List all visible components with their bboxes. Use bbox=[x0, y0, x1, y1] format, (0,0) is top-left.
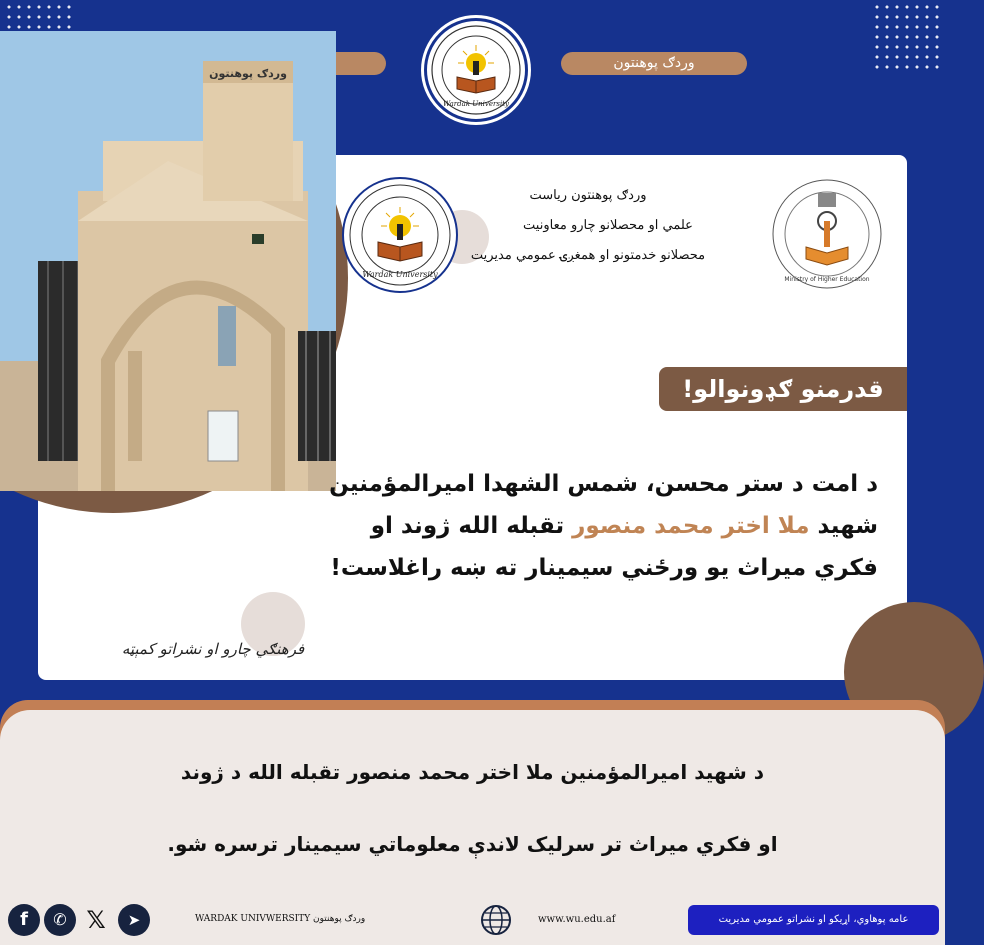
announcement-card bbox=[38, 67, 907, 680]
building-sign: وردګ پوهنتون bbox=[209, 67, 287, 80]
whatsapp-icon[interactable]: ✆ bbox=[44, 904, 76, 936]
x-icon[interactable]: 𝕏 bbox=[86, 906, 106, 934]
dot-pattern-top-right bbox=[872, 2, 942, 72]
institution-line-2: علمي او محصلانو چارو معاونیت bbox=[523, 218, 693, 233]
main-line2-post: تقبله الله ژوند او bbox=[370, 513, 573, 539]
ministry-seal-icon bbox=[768, 175, 886, 293]
ministry-logo bbox=[768, 175, 886, 293]
main-line2-pre: شهید bbox=[809, 513, 878, 539]
telegram-icon[interactable]: ➤ bbox=[118, 904, 150, 936]
welcome-banner: قدرمنو ګډونوالو! bbox=[659, 367, 907, 411]
summary-line-2: او فکري میراث تر سرلیک لاندې معلوماتي سیمینار ترسره شو. bbox=[167, 832, 778, 856]
highlight-name: ملا اختر محمد منصور bbox=[572, 513, 810, 539]
main-message-line-1: د امت د ستر محسن، شمس الشهدا امیرالمؤمنین bbox=[329, 471, 878, 497]
summary-line-1: د شهید امیرالمؤمنین ملا اختر محمد منصور تقبله الله د ژوند bbox=[180, 760, 765, 784]
facebook-icon[interactable]: f bbox=[8, 904, 40, 936]
building-photo-inner bbox=[0, 31, 336, 489]
website-link[interactable]: www.wu.edu.af bbox=[538, 914, 616, 925]
svg-text:Ministry of Higher Education: Ministry of Higher Education bbox=[784, 276, 870, 283]
committee-signature: فرهنګي چارو او نشراتو کمېټه bbox=[121, 640, 305, 658]
header-pill-right: وردګ پوهنتون bbox=[561, 52, 747, 75]
svg-text:Wardak University: Wardak University bbox=[362, 270, 438, 279]
main-message bbox=[288, 463, 878, 589]
footer-university-name bbox=[195, 914, 425, 924]
footer-university-ps: وردګ پوهنتون bbox=[313, 914, 366, 924]
logo-caption: Wardak University bbox=[443, 100, 509, 108]
university-seal-icon bbox=[427, 21, 525, 119]
institution-line-1: وردګ پوهنتون ریاست bbox=[529, 188, 647, 203]
main-message-line-3: فکري میراث یو ورځني سیمینار ته ښه راغلاست! bbox=[330, 555, 878, 581]
globe-icon bbox=[480, 904, 512, 936]
main-message-line-2 bbox=[288, 505, 878, 547]
footer-university-en: WARDAK UNIVWERSITY bbox=[195, 914, 311, 924]
institution-line-3: محصلانو خدمتونو او همغږۍ عمومي مدیریت bbox=[470, 248, 706, 263]
department-badge: عامه پوهاوي، اړیکو او نشراتو عمومي مدیریت bbox=[688, 905, 939, 935]
university-logo bbox=[424, 18, 528, 122]
building-illustration bbox=[0, 31, 336, 489]
institution-block bbox=[438, 181, 738, 271]
